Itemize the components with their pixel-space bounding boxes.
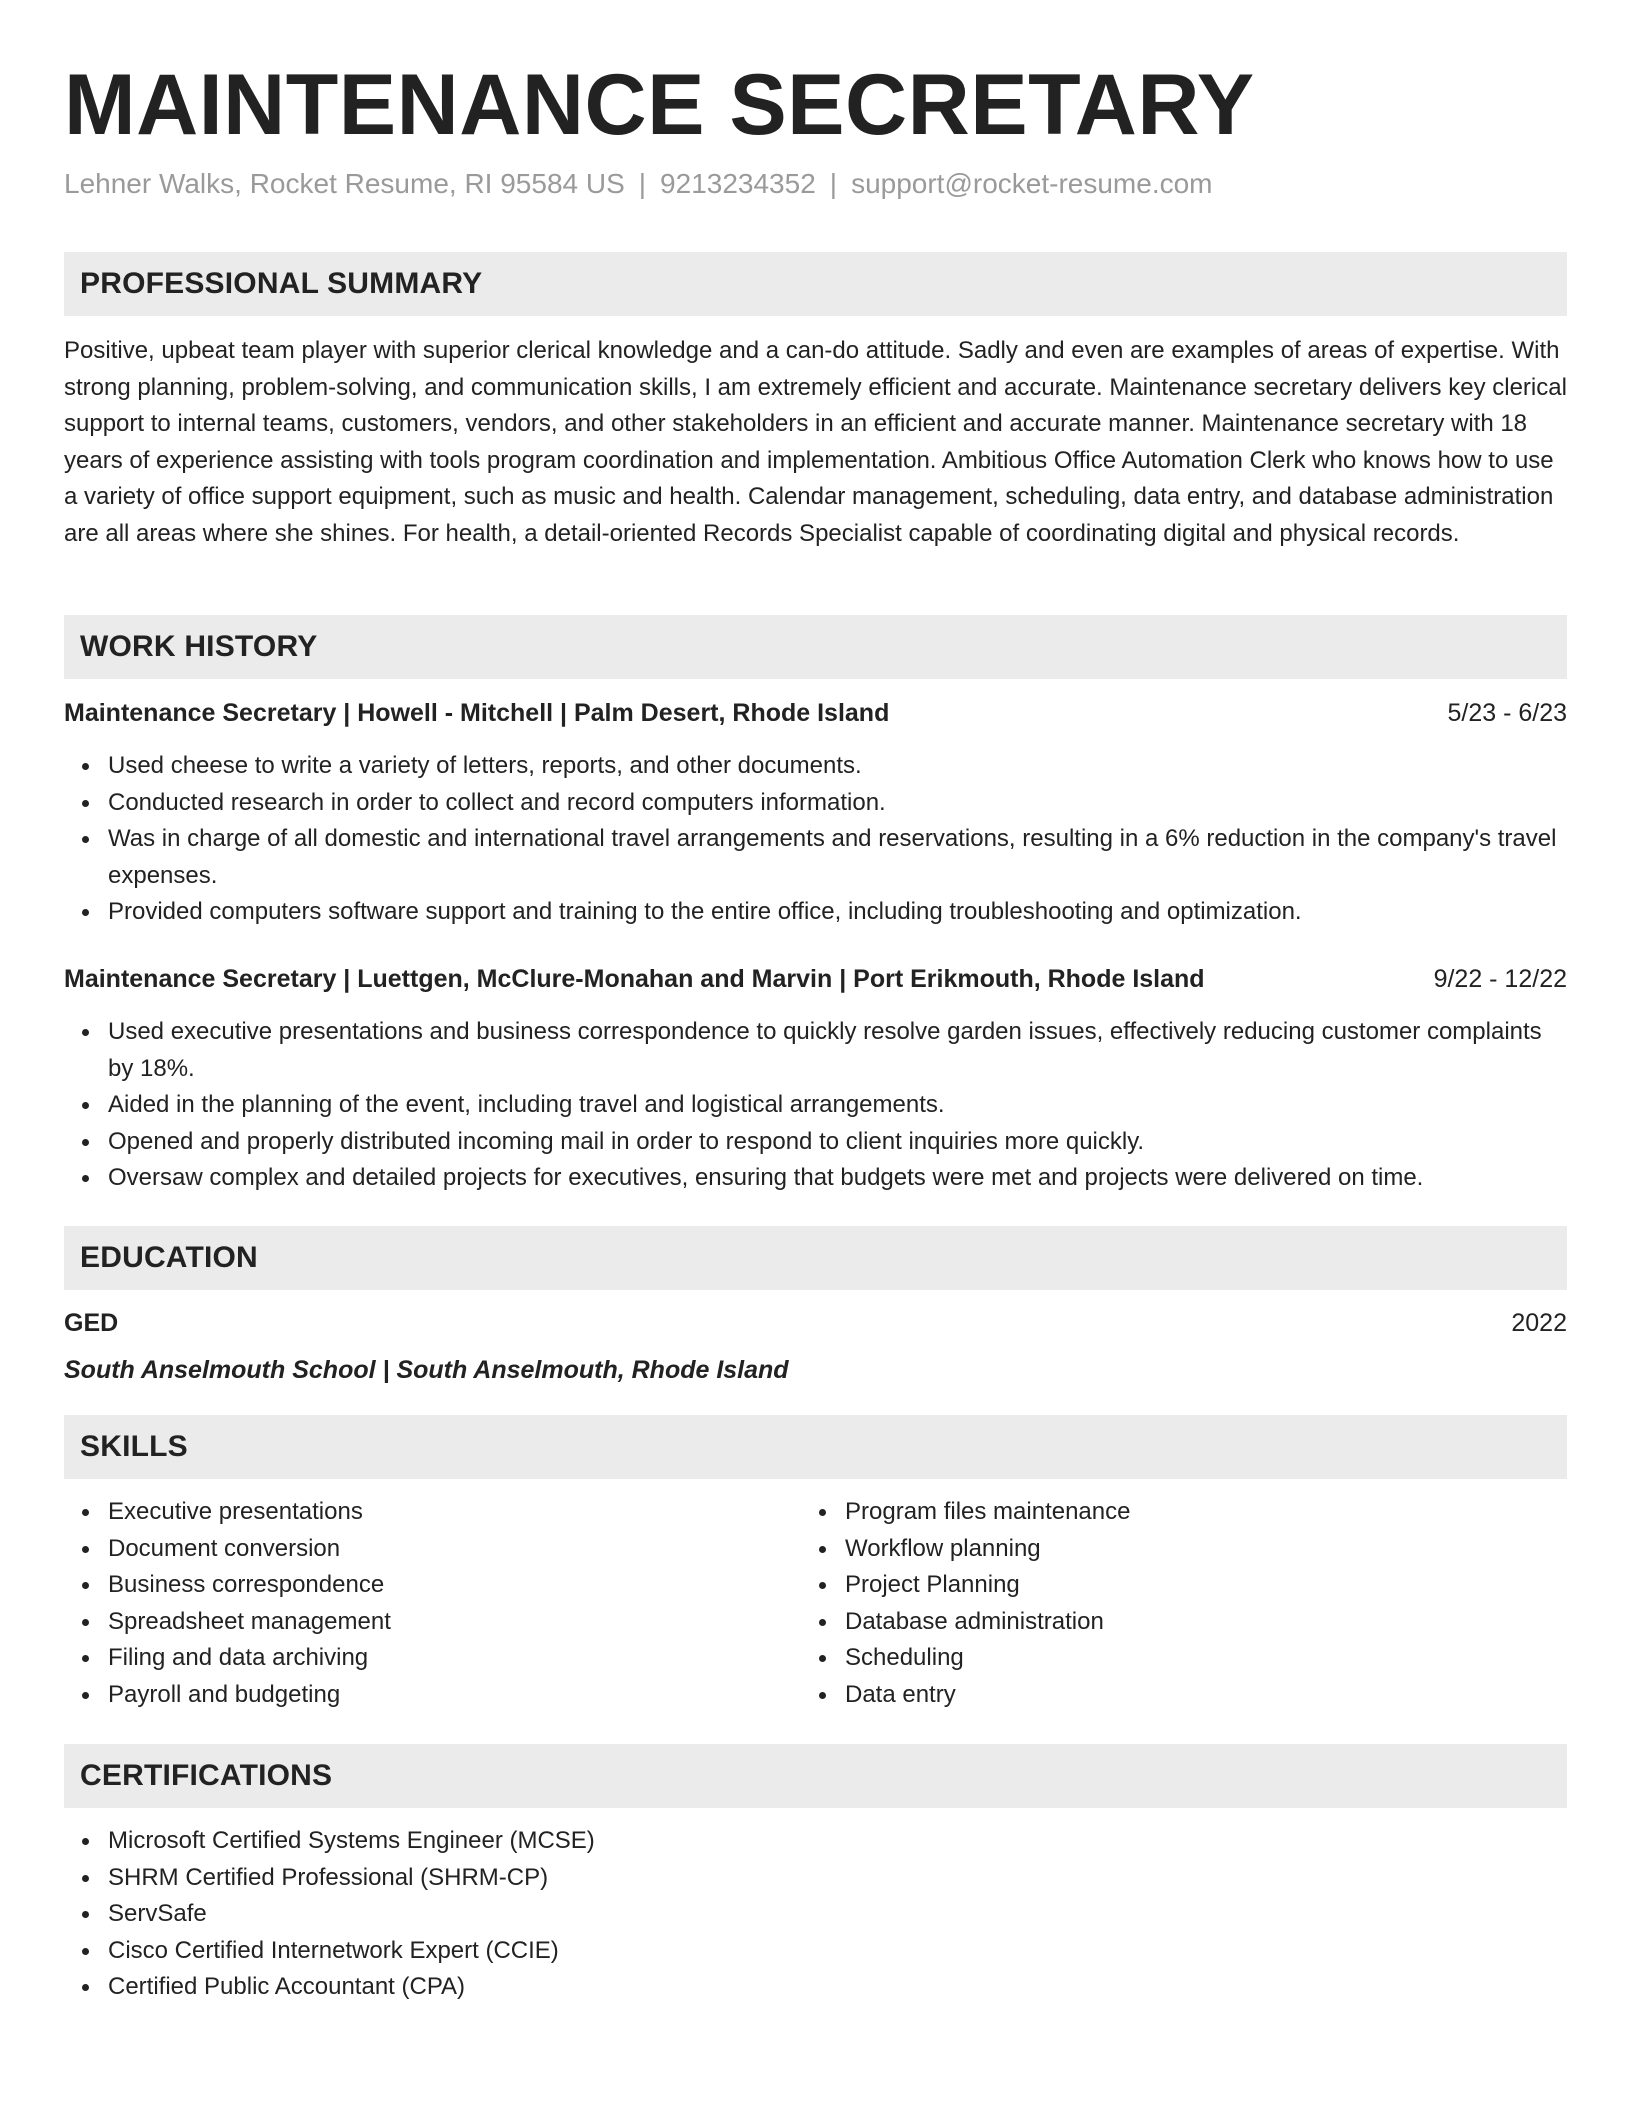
job-title: Maintenance Secretary | Luettgen, McClure-Monahan and Marvin | Port Erikmouth, Rhode Island [64,965,1205,993]
section-header-certifications [64,1744,1567,1808]
certification-item: SHRM Certified Professional (SHRM-CP) [108,1860,1567,1897]
contact-phone: 9213234352 [660,168,816,199]
skill-item: Database administration [845,1604,1632,1641]
contact-separator: | [638,168,647,199]
list-item: Was in charge of all domestic and international travel arrangements and reservations, resulting in a 6% reduction in the company's travel expenses. [108,821,1567,894]
skill-item: Spreadsheet management [108,1604,1567,1641]
section-header-education [64,1226,1567,1290]
contact-address: Lehner Walks, Rocket Resume, RI 95584 US [64,168,625,199]
skill-item: Program files maintenance [845,1494,1632,1531]
job-dates: 5/23 - 6/23 [1447,699,1567,727]
skill-item: Payroll and budgeting [108,1677,1567,1714]
list-item: Oversaw complex and detailed projects for executives, ensuring that budgets were met and projects were delivered on time. [108,1160,1567,1197]
skill-item: Workflow planning [845,1531,1632,1568]
job-bullets [64,1014,1567,1197]
list-item: Aided in the planning of the event, including travel and logistical arrangements. [108,1087,1567,1124]
list-item: Conducted research in order to collect and record computers information. [108,785,1567,822]
list-item: Provided computers software support and training to the entire office, including troubleshooting and optimization. [108,894,1567,931]
skill-item: Filing and data archiving [108,1640,1567,1677]
section-title: WORK HISTORY [80,630,318,663]
contact-separator: | [829,168,838,199]
list-item: Used cheese to write a variety of letters, reports, and other documents. [108,748,1567,785]
certification-item: Microsoft Certified Systems Engineer (MCSE) [108,1823,1567,1860]
education-header [64,1305,1567,1341]
education-degree: GED [64,1309,119,1337]
skill-item: Executive presentations [108,1494,1567,1531]
resume-name: MAINTENANCE SECRETARY [64,57,1255,153]
job-bullets [64,748,1567,931]
skill-item: Scheduling [845,1640,1632,1677]
certification-item: ServSafe [108,1896,1567,1933]
contact-line [64,166,1213,202]
certification-item: Certified Public Accountant (CPA) [108,1969,1567,2006]
skill-item: Project Planning [845,1567,1632,1604]
section-title: PROFESSIONAL SUMMARY [80,267,483,300]
section-title: CERTIFICATIONS [80,1759,333,1792]
job-title: Maintenance Secretary | Howell - Mitchell | Palm Desert, Rhode Island [64,699,890,727]
section-header-summary [64,252,1567,316]
job-dates: 9/22 - 12/22 [1433,965,1567,993]
job-header [64,695,1567,731]
skill-item: Document conversion [108,1531,1567,1568]
skill-item: Business correspondence [108,1567,1567,1604]
skill-item: Data entry [845,1677,1632,1714]
skills-list-right [801,1494,1632,1713]
section-header-skills [64,1415,1567,1479]
education-school: South Anselmouth School | South Anselmouth, Rhode Island [64,1356,789,1384]
summary-text: Positive, upbeat team player with superior clerical knowledge and a can-do attitude. Sadly and even are examples of areas of expertise. With strong planning, problem-solving, and communication skills, I am extremely efficient and accurate. Maintenance secretary delivers key clerical support to internal teams, customers, vendors, and other stakeholders in an efficient and accurate manner. Maintenance secretary with 18 years of experience assisting with tools program coordination and implementation. Ambitious Office Automation Clerk who knows how to use a variety of office support equipment, such as music and health. Calendar management, scheduling, data entry, and database administration are all areas where she shines. For health, a detail-oriented Records Specialist capable of coordinating digital and physical records. [64,337,1567,547]
education-year: 2022 [1511,1309,1567,1337]
list-item: Used executive presentations and business correspondence to quickly resolve garden issues, effectively reducing customer complaints by 18%. [108,1014,1567,1087]
certifications-list [64,1823,1567,2006]
job-header [64,961,1567,997]
section-title: SKILLS [80,1430,188,1463]
list-item: Opened and properly distributed incoming mail in order to respond to client inquiries more quickly. [108,1124,1567,1161]
contact-email: support@rocket-resume.com [851,168,1213,199]
section-title: EDUCATION [80,1241,258,1274]
section-header-work-history [64,615,1567,679]
certification-item: Cisco Certified Internetwork Expert (CCIE) [108,1933,1567,1970]
